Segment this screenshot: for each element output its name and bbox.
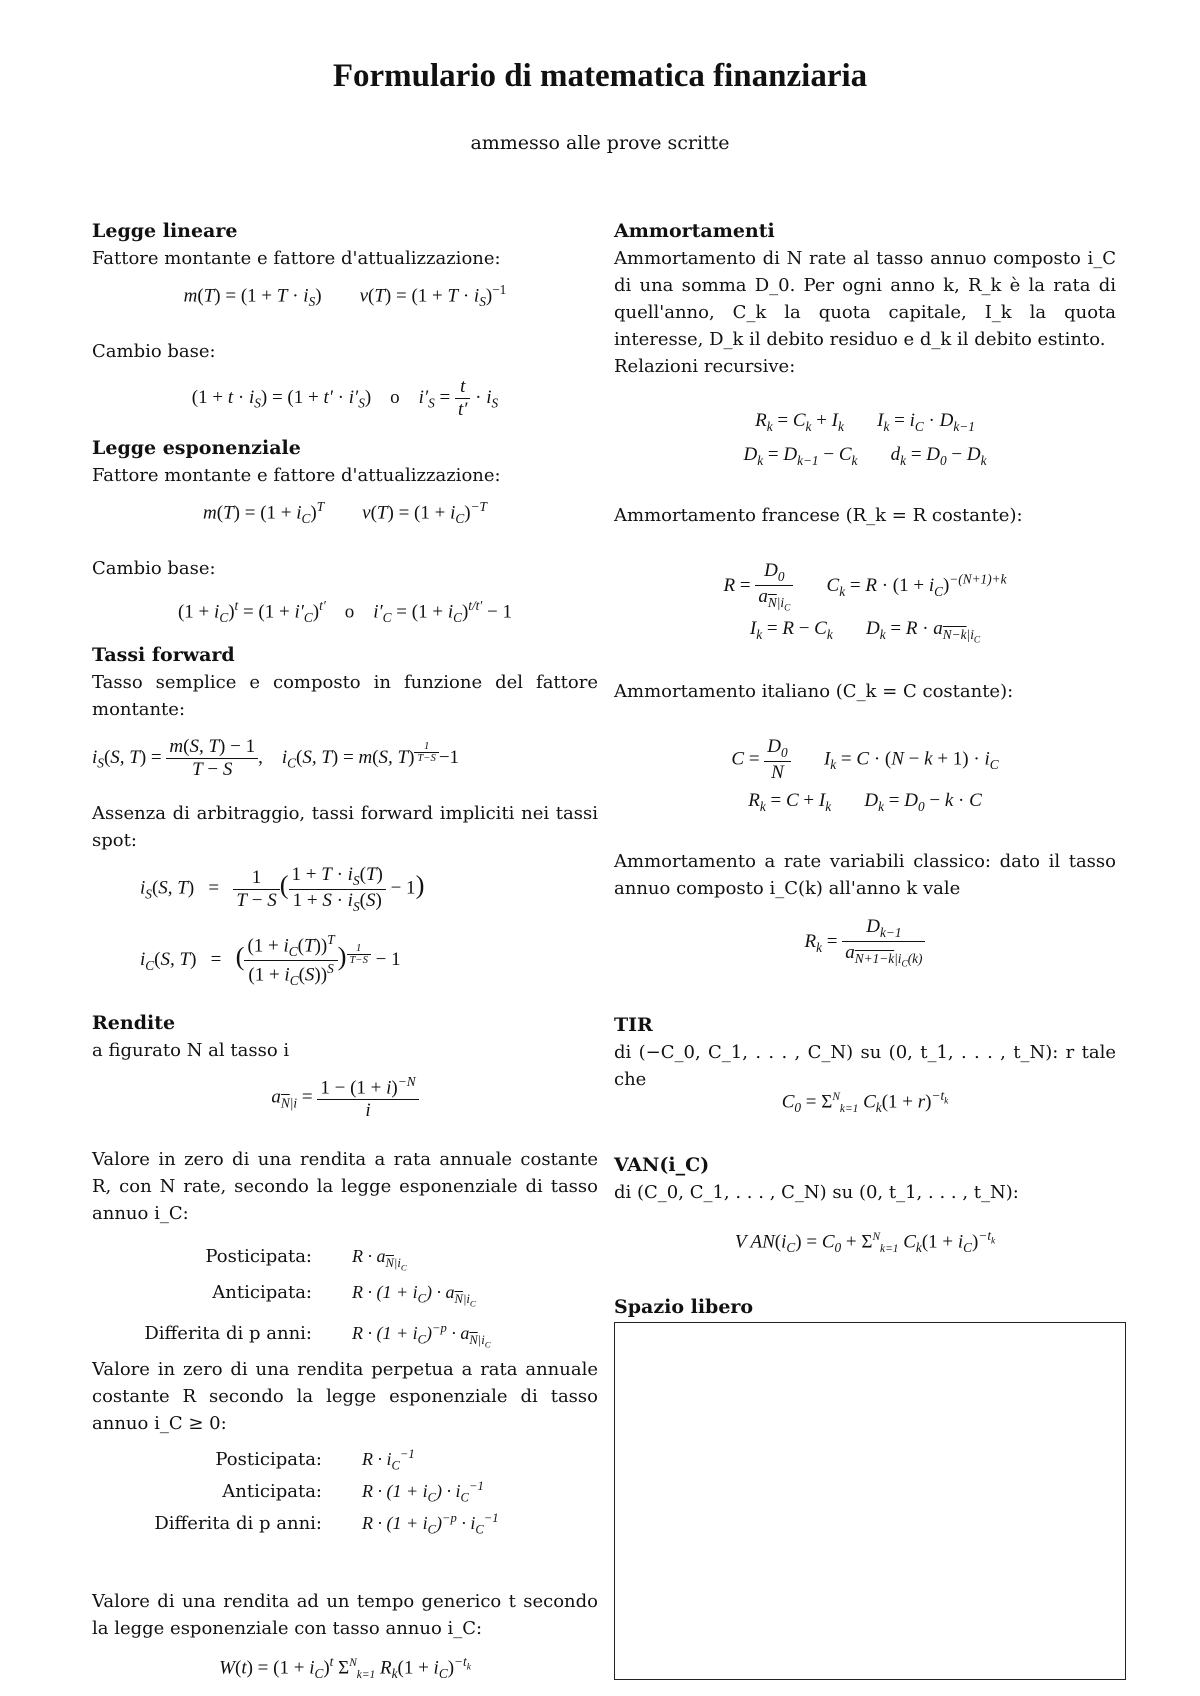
page-title: Formulario di matematica finanziaria — [332, 58, 868, 94]
equation-esponenziale-cambio: $(1 + i_C)^t = (1 + i'_C)^{t'}$ o $i'_C = (1 + i_C)^{t/t'} - 1$ — [177, 598, 513, 626]
paragraph: di (−C_0, C_1, . . . , C_N) su (0, t_1, . . . , t_N): r tale che — [614, 1042, 1116, 1090]
table-row — [92, 1470, 598, 1505]
paragraph: di (C_0, C_1, . . . , C_N) su (0, t_1, . . . , t_N): — [614, 1182, 1019, 1203]
paragraph: Valore di una rendita ad un tempo generico t secondo la legge esponenziale con tasso annuo i_C: — [92, 1591, 598, 1639]
equation-ammortamento-rec1: $R_k = C_k + I_k$ $I_k = i_C \cdot D_{k-1}$ — [755, 410, 975, 434]
section-spazio-libero — [614, 1294, 1116, 1321]
row-value: $R \cdot a_{\overline{N}|i_C}$ — [352, 1246, 407, 1273]
section-heading: Legge lineare — [92, 220, 238, 242]
paragraph: Ammortamento italiano (C_k = C costante): — [614, 681, 1014, 702]
paragraph: Fattore montante e fattore d'attualizzazione: — [92, 248, 501, 269]
equation-italiano-2: $R_k = C + I_k$ $D_k = D_0 - k \cdot C$ — [748, 790, 982, 814]
section-legge-lineare — [92, 218, 598, 272]
row-value: $R \cdot i_C^{-1}$ — [362, 1447, 415, 1473]
section-heading: Ammortamenti — [614, 220, 775, 242]
paragraph: Tasso semplice e composto in funzione del fattore montante: — [92, 672, 598, 720]
equation-rendita-generica: $W(t) = (1 + i_C)^t$ $\Sigma^N_{k=1}$ $R_k(1 + i_C)^{-t_k}$ — [219, 1654, 471, 1682]
paragraph: Cambio base: — [92, 558, 216, 579]
free-space-box — [614, 1322, 1126, 1680]
table-row — [92, 1238, 598, 1274]
table-rendita-perpetua — [92, 1438, 598, 1537]
paragraph: Ammortamento di N rate al tasso annuo composto i_C di una somma D_0. Per ogni anno k, R_k è la rata di quell'anno, C_k la quota capitale, I_k la quota interesse, D_k il debito residuo e d_k il debito estinto. — [614, 248, 1116, 350]
table-row — [92, 1438, 598, 1473]
row-label: Differita di p anni: — [144, 1323, 312, 1344]
equation-italiano-1: C = $\frac{D_0}{N}$ $I_k = C \cdot (N - k + 1) \cdot i_C$ — [731, 736, 999, 783]
equation-esponenziale-montante: $m(T) = (1 + i_C)^T$ $v(T) = (1 + i_C)^{-T}$ — [203, 499, 487, 527]
row-label: Anticipata: — [212, 1282, 312, 1303]
row-label: Differita di p anni: — [154, 1513, 322, 1534]
section-heading: VAN(i_C) — [614, 1154, 710, 1176]
paragraph: Ammortamento francese (R_k = R costante): — [614, 505, 1023, 526]
section-tir — [614, 1012, 1116, 1093]
paragraph: Relazioni recursive: — [614, 356, 796, 377]
row-value: $R \cdot (1 + i_C) \cdot a_{\overline{N}|i_C}$ — [352, 1282, 476, 1309]
paragraph: Assenza di arbitraggio, tassi forward impliciti nei tassi spot: — [92, 803, 598, 851]
equation-lineare-montante: $m(T) = (1 + T \cdot i_S)$ $v(T) = (1 + T \cdot i_S)^{-1}$ — [183, 282, 507, 310]
paragraph: Ammortamento a rate variabili classico: dato il tasso annuo composto i_C(k) all'anno k vale — [614, 851, 1116, 899]
paragraph: Fattore montante e fattore d'attualizzazione: — [92, 465, 501, 486]
row-value: $R \cdot (1 + i_C) \cdot i_C^{-1}$ — [362, 1479, 484, 1505]
section-heading: TIR — [614, 1014, 653, 1036]
equation-forward-composto: $i_C(S$, T) = ( $\frac{(1 + i_C(T))^T}{(1 + i_C(S))^S}$ ) $^{\frac{1}{T-S}}$ − 1 — [140, 932, 401, 989]
section-heading: Rendite — [92, 1012, 176, 1034]
row-label: Posticipata: — [205, 1246, 312, 1267]
equation-a-figurato: $a_{\overline{N}|i}$ = $\frac{1 - (1 + i)^{-N}}{i}$ — [92, 1074, 598, 1122]
row-label: Anticipata: — [222, 1481, 322, 1502]
equation-van: V $AN(i_C) = C_0 + \Sigma^N_{k=1}$ $C_k(1 + i_C)^{-t_k}$ — [734, 1228, 996, 1256]
row-value: $R \cdot (1 + i_C)^{-p} \cdot a_{\overline{N}|i_C}$ — [352, 1321, 491, 1350]
equation-francese-1: R = $\frac{D_0}{a_{\overline{N}|i_C}}$ $C_k = R \cdot (1 + i_C)^{-(N+1)+k}$ — [723, 560, 1007, 614]
section-heading: Legge esponenziale — [92, 437, 301, 459]
equation-lineare-cambio: $(1 + t \cdot i_S) = (1 + t' \cdot i'_S)$ o $i'_S$ = $\frac{t}{t'}$ · $i_S$ — [191, 376, 499, 420]
table-row — [92, 1502, 598, 1537]
paragraph: Valore in zero di una rendita a rata annuale costante R, con N rate, secondo la legge esponenziale di tasso annuo i_C: — [92, 1149, 598, 1224]
section-tassi-forward — [92, 642, 598, 723]
page-subtitle: ammesso alle prove scritte — [470, 132, 730, 154]
row-value: $R \cdot (1 + i_C)^{-p} \cdot i_C^{-1}$ — [362, 1511, 499, 1537]
equation-francese-2: $I_k = R - C_k$ $D_k = R \cdot a_{N-k|i_C}$ — [749, 618, 981, 646]
table-rendita-costante — [92, 1238, 598, 1350]
equation-rate-variabili: $R_k$ = $\frac{D_{k-1}}{a_{N+1-k|i_C(k)}}$ — [614, 916, 1116, 969]
section-rendite — [92, 1010, 598, 1064]
section-legge-esponenziale — [92, 435, 598, 489]
equation-ammortamento-rec2: $D_k = D_{k-1} - C_k$ $d_k = D_0 - D_k$ — [743, 444, 987, 468]
equation-tir: $C_0 = \Sigma^N_{k=1}$ $C_k(1 + r)^{-t_k}$ — [781, 1088, 949, 1116]
section-ammortamenti — [614, 218, 1116, 380]
table-row — [92, 1310, 598, 1350]
equation-forward-tassi: $i_S(S$, T) = $\frac{m(S, T) - 1}{T - S}$ , $i_C(S$, T) = m(S, T) $^{\frac{1}{T-S}}$ −1 — [92, 736, 460, 780]
equation-forward-semplice: $i_S(S$, T) = $\frac{1}{T - S}$ ( $\frac{1 + T \cdot i_S(T)}{1 + S \cdot i_S(S)}$ − 1) — [140, 864, 425, 914]
section-heading: Tassi forward — [92, 644, 235, 666]
paragraph: Valore in zero di una rendita perpetua a rata annuale costante R secondo la legge esponenziale di tasso annuo i_C ≥ 0: — [92, 1359, 598, 1434]
section-van — [614, 1152, 1116, 1206]
section-heading: Spazio libero — [614, 1296, 754, 1318]
table-row — [92, 1274, 598, 1310]
row-label: Posticipata: — [215, 1449, 322, 1470]
paragraph: a figurato N al tasso i — [92, 1040, 290, 1061]
paragraph: Cambio base: — [92, 341, 216, 362]
